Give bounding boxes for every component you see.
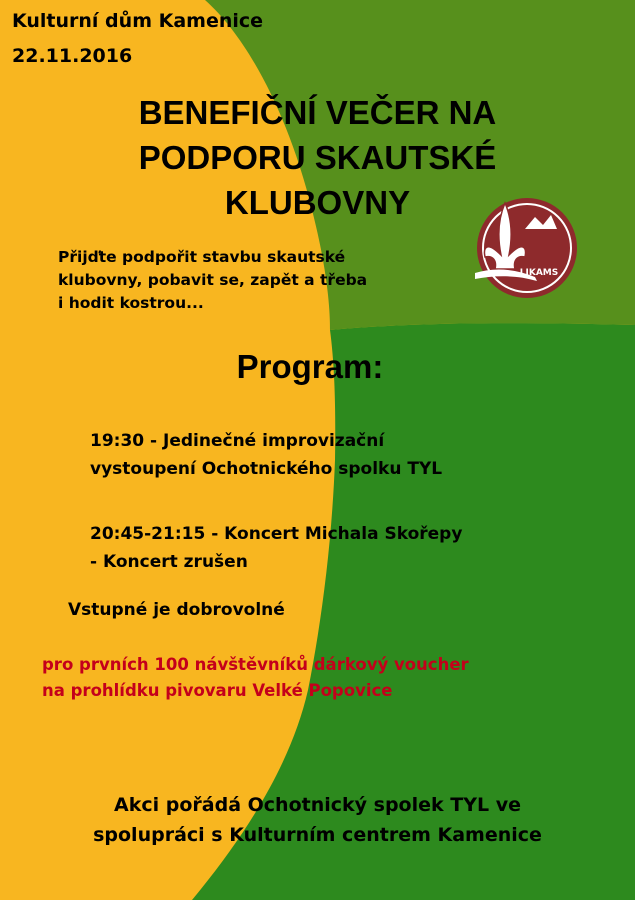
organizer-footer (20, 790, 615, 850)
venue: Kulturní dům Kamenice (12, 10, 264, 32)
program-heading: Program: (236, 348, 384, 385)
scout-logo (465, 195, 580, 301)
footer-line: Akci pořádá Ochotnický spolek TYL ve (114, 794, 521, 816)
title-line: PODPORU SKAUTSKÉ (138, 139, 497, 176)
intro-text (58, 246, 438, 315)
program-item (90, 427, 590, 483)
intro-line: i hodit kostrou... (58, 294, 204, 312)
program-item-line: - Koncert zrušen (90, 552, 248, 572)
voucher-note (42, 652, 622, 704)
program-item-line: 19:30 - Jedinečné improvizační (90, 431, 385, 451)
logo-text: LIKAMS (519, 268, 559, 278)
program-item (90, 520, 610, 576)
title-line: BENEFIČNÍ VEČER NA (138, 94, 497, 131)
program-item-line: 20:45-21:15 - Koncert Michala Skořepy (90, 524, 463, 544)
voucher-line: pro prvních 100 návštěvníků dárkový voucher (42, 655, 469, 674)
entry-fee: Vstupné je dobrovolné (68, 600, 285, 620)
intro-line: Přijďte podpořit stavbu skautské (58, 248, 346, 266)
program-item-line: vystoupení Ochotnického spolku TYL (90, 459, 443, 479)
title-line: KLUBOVNY (224, 184, 411, 221)
event-date: 22.11.2016 (12, 45, 133, 67)
footer-line: spolupráci s Kulturním centrem Kamenice (93, 824, 542, 846)
voucher-line: na prohlídku pivovaru Velké Popovice (42, 681, 393, 700)
intro-line: klubovny, pobavit se, zapět a třeba (58, 271, 368, 289)
